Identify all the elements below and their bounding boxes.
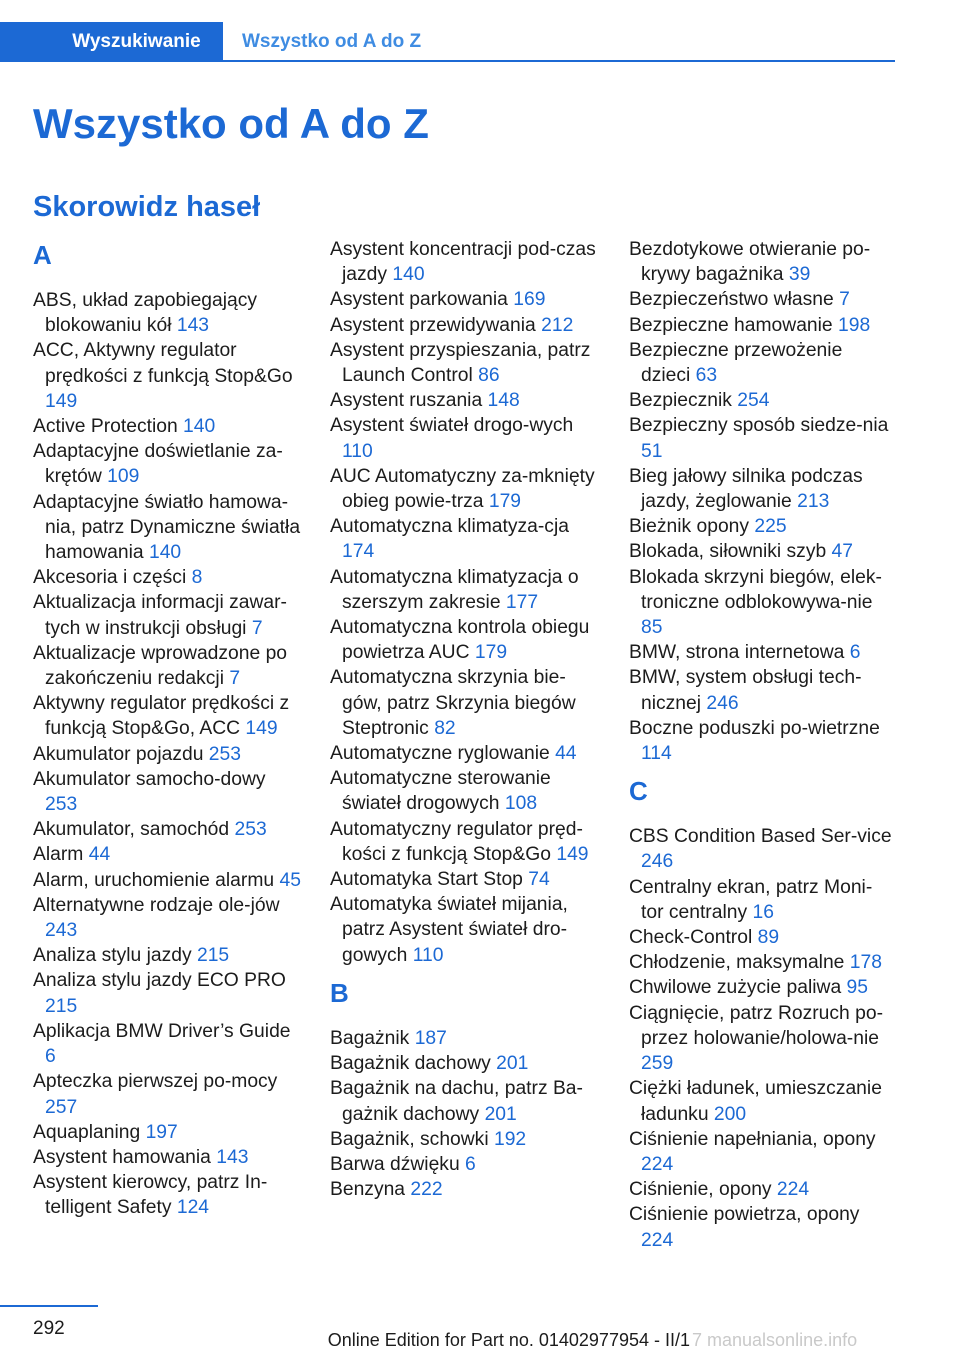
- index-page-link[interactable]: 149: [556, 843, 589, 865]
- index-entry: [330, 766, 598, 816]
- index-page-link[interactable]: 254: [737, 390, 770, 412]
- index-entry-text: Blokada, siłowniki szyb: [629, 541, 827, 563]
- index-entry: [330, 514, 598, 564]
- index-entry: [629, 514, 894, 539]
- index-page-link[interactable]: 149: [45, 390, 78, 412]
- index-entry-text: Automatyczna klimatyzacja o szerszym zakresie: [330, 566, 579, 613]
- index-entry-text: Benzyna: [330, 1179, 406, 1201]
- index-entry: [330, 1152, 598, 1177]
- index-entry: [330, 313, 598, 338]
- index-page-link[interactable]: 47: [831, 541, 853, 563]
- index-entry-text: Akumulator pojazdu: [33, 743, 204, 765]
- index-entry-text: Centralny ekran, patrz Moni‐tor centralny: [629, 876, 873, 923]
- index-page-link[interactable]: 253: [208, 743, 241, 765]
- index-entry-text: Ciśnienie powietrza, opony: [629, 1204, 860, 1226]
- index-entry: [629, 565, 894, 641]
- index-entry: [629, 313, 894, 338]
- page-title: Wszystko od A do Z: [33, 100, 429, 147]
- index-page-link[interactable]: 187: [414, 1027, 447, 1049]
- index-page-link[interactable]: 109: [107, 466, 140, 488]
- index-entry-text: Automatyczna klimatyza‐cja: [330, 516, 569, 538]
- index-entry: [330, 1177, 598, 1202]
- index-page-link[interactable]: 243: [45, 920, 78, 942]
- index-entry: [330, 817, 598, 867]
- index-entry: [33, 1069, 301, 1119]
- index-entry-text: Automatyczny regulator pręd‐kości z funkcją Stop&Go: [330, 818, 583, 865]
- index-entry: [629, 413, 894, 463]
- index-page-link[interactable]: 224: [776, 1179, 810, 1201]
- index-entry-text: Akumulator, samochód: [33, 819, 230, 841]
- index-page-link[interactable]: 108: [504, 793, 538, 815]
- index-entry-text: Asystent świateł drogo‐wych: [330, 415, 574, 437]
- index-page-link[interactable]: 192: [493, 1128, 527, 1150]
- index-page-link[interactable]: 7: [251, 617, 263, 639]
- index-page-link[interactable]: 114: [641, 743, 672, 765]
- index-entry: [330, 1026, 598, 1051]
- index-page-link[interactable]: 89: [757, 927, 780, 949]
- index-page-link[interactable]: 110: [412, 944, 444, 966]
- index-entry: [629, 1202, 894, 1252]
- index-letter-heading: A: [33, 240, 52, 270]
- index-page-link[interactable]: 174: [342, 541, 375, 563]
- header-divider: [223, 60, 895, 62]
- index-entry-text: Aktywny regulator prędkości z funkcją Stop&Go, ACC: [33, 693, 290, 740]
- index-page-link[interactable]: 85: [641, 617, 663, 639]
- index-entry: [629, 950, 894, 975]
- index-page-link[interactable]: 246: [706, 692, 739, 714]
- index-entry: [629, 338, 894, 388]
- index-entry: [330, 338, 598, 388]
- index-entry-text: Asystent przyspieszania, patrz Launch Control: [330, 339, 591, 387]
- index-page-link[interactable]: 222: [410, 1179, 443, 1201]
- index-page-link[interactable]: 8: [191, 567, 203, 589]
- index-page-link[interactable]: 178: [849, 952, 882, 974]
- index-entry: [330, 1127, 598, 1152]
- index-entry-text: BMW, strona internetowa: [629, 642, 845, 664]
- index-entry-text: Automatyczne ryglowanie: [330, 743, 550, 765]
- index-entry-text: Bieżnik opony: [629, 516, 750, 538]
- index-entry: [33, 742, 301, 767]
- index-entry-text: Automatyka świateł mijania, patrz Asystent świateł dro‐gowych: [330, 894, 568, 966]
- index-entry-text: Asystent ruszania: [330, 390, 483, 412]
- index-entry: [629, 388, 894, 413]
- index-entry: [33, 868, 301, 893]
- index-column-1: [33, 238, 301, 1221]
- index-page-link[interactable]: 224: [641, 1229, 674, 1251]
- index-entry-text: Automatyka Start Stop: [330, 869, 523, 891]
- index-entry-text: Adaptacyjne światło hamowa‐nia, patrz Dynamiczne światła hamowania: [33, 491, 301, 564]
- index-entry: [629, 464, 894, 514]
- index-entry-text: Check-Control: [629, 927, 753, 949]
- index-page-link[interactable]: 86: [478, 365, 500, 387]
- index-entry-text: Aktualizacja informacji zawar‐tych w instrukcji obsługi: [33, 592, 287, 639]
- index-entry-text: Adaptacyjne doświetlanie za‐krętów: [33, 441, 283, 488]
- index-page-link[interactable]: 225: [754, 516, 787, 538]
- index-entry-text: Bagażnik dachowy: [330, 1053, 491, 1075]
- index-page-link[interactable]: 44: [555, 743, 577, 765]
- index-entry: [629, 1076, 894, 1126]
- edition-note: Online Edition for Part no. 01402977954 - II/1: [327, 1330, 690, 1350]
- index-page-link[interactable]: 179: [488, 491, 522, 513]
- index-entry-text: Akumulator samocho‐dowy: [33, 768, 266, 790]
- index-entry-text: Aplikacja BMW Driver’s Guide: [33, 1020, 291, 1042]
- index-column-2: [330, 237, 598, 1202]
- index-page-link[interactable]: 257: [45, 1096, 78, 1118]
- index-entry: [629, 1177, 894, 1202]
- index-entry-text: Ciężki ładunek, umieszczanie ładunku: [629, 1078, 882, 1125]
- index-page-link[interactable]: 7: [839, 289, 850, 311]
- index-entry-text: Asystent parkowania: [330, 289, 508, 311]
- index-page-link[interactable]: 140: [148, 542, 182, 564]
- index-entry-text: Asystent przewidywania: [330, 314, 536, 336]
- index-entry-text: Blokada skrzyni biegów, elek‐troniczne odblokowywa‐nie: [629, 566, 882, 613]
- index-entry: [33, 439, 301, 489]
- index-letter-heading: B: [330, 977, 349, 1008]
- index-entry: [33, 565, 301, 590]
- index-entry-text: Bezpieczne przewożenie dzieci: [629, 339, 843, 387]
- index-entry-text: Active Protection: [33, 416, 178, 438]
- index-entry: [33, 691, 301, 741]
- index-page-link[interactable]: 95: [846, 977, 868, 999]
- index-entry: [629, 1127, 894, 1177]
- index-entry-text: ABS, układ zapobiegający blokowaniu kół: [33, 290, 258, 337]
- index-page-link[interactable]: 45: [279, 869, 301, 891]
- index-page-link[interactable]: 253: [234, 819, 267, 841]
- index-entry: [629, 824, 894, 874]
- index-page-link[interactable]: 124: [176, 1197, 210, 1219]
- index-page-link[interactable]: 148: [487, 390, 520, 412]
- index-entry-text: ACC, Aktywny regulator prędkości z funkcją Stop&Go: [33, 340, 293, 387]
- index-entry: [629, 1001, 894, 1077]
- index-entry: [33, 943, 301, 968]
- index-page-link[interactable]: 201: [496, 1053, 529, 1075]
- tab-search[interactable]: Wyszukiwanie: [0, 22, 223, 62]
- index-entry-text: Aquaplaning: [33, 1121, 141, 1143]
- index-entry-text: Apteczka pierwszej po‐mocy: [33, 1071, 278, 1093]
- index-entry-text: Alarm: [33, 844, 84, 866]
- index-page-link[interactable]: 212: [541, 314, 574, 336]
- index-entry-text: Asystent kierowcy, patrz In‐telligent Safety: [33, 1172, 268, 1219]
- index-page-link[interactable]: 201: [484, 1103, 517, 1125]
- header-tabbar: [0, 22, 895, 62]
- page-number: 292: [33, 1318, 65, 1339]
- index-page-link[interactable]: 44: [88, 844, 111, 866]
- index-page-link[interactable]: 39: [788, 264, 811, 286]
- index-entry-text: Bezpiecznik: [629, 390, 732, 412]
- index-entry-text: AUC Automatyczny za‐mknięty obieg powie‐trza: [330, 465, 595, 513]
- index-entry: [33, 490, 301, 566]
- tab-a-to-z[interactable]: Wszystko od A do Z: [242, 31, 422, 52]
- index-page-link[interactable]: 63: [695, 365, 718, 387]
- index-page-link[interactable]: 82: [434, 717, 456, 739]
- index-page-link[interactable]: 6: [849, 642, 861, 664]
- index-page-link[interactable]: 140: [183, 416, 216, 438]
- index-entry-text: Bagażnik: [330, 1027, 410, 1049]
- index-page-link[interactable]: 259: [641, 1053, 674, 1075]
- index-entry-text: Bieg jałowy silnika podczas jazdy, żeglowanie: [629, 465, 863, 513]
- index-entry-text: Bagażnik na dachu, patrz Ba‐gażnik dachowy: [330, 1078, 583, 1125]
- index-column-3: [629, 237, 894, 1253]
- index-entry: [330, 741, 598, 766]
- index-entry: [330, 565, 598, 615]
- index-entry: [629, 237, 894, 287]
- index-page-link[interactable]: 197: [145, 1121, 178, 1143]
- index-entry: [330, 615, 598, 665]
- index-entry-text: Alarm, uruchomienie alarmu: [33, 869, 275, 891]
- index-entry-text: Ciągnięcie, patrz Rozruch po‐przez holowanie/holowa‐nie: [629, 1002, 883, 1049]
- index-entry-text: Aktualizacje wprowadzone po zakończeniu redakcji: [33, 642, 288, 690]
- index-page-link[interactable]: 169: [513, 289, 546, 311]
- index-page-link[interactable]: 6: [465, 1153, 476, 1175]
- index-page-link[interactable]: 6: [45, 1046, 56, 1068]
- index-page-link[interactable]: 177: [505, 591, 539, 613]
- index-page-link[interactable]: 143: [176, 315, 210, 337]
- index-page-link[interactable]: 51: [641, 440, 663, 462]
- index-page-link[interactable]: 74: [528, 869, 550, 891]
- index-entry-text: Automatyczna kontrola obiegu powietrza AUC: [330, 617, 590, 664]
- index-entry-text: Bezpieczny sposób siedze‐nia: [629, 415, 889, 437]
- index-page-link[interactable]: 143: [216, 1146, 249, 1168]
- index-entry-text: Barwa dźwięku: [330, 1153, 460, 1175]
- section-title: Skorowidz haseł: [33, 191, 261, 223]
- index-entry-text: Analiza stylu jazdy: [33, 945, 192, 967]
- index-entry-text: Analiza stylu jazdy ECO PRO: [33, 970, 286, 992]
- index-entry-text: Chłodzenie, maksymalne: [629, 952, 845, 974]
- index-entry: [33, 590, 301, 640]
- index-entry: [629, 287, 894, 312]
- index-entry: [629, 665, 894, 715]
- index-page-link[interactable]: 16: [752, 901, 774, 923]
- index-entry: [33, 1145, 301, 1170]
- index-entry: [33, 968, 301, 1018]
- index-entry-text: BMW, system obsługi tech‐nicznej: [629, 667, 862, 714]
- footer-divider: [0, 1305, 98, 1307]
- index-entry-text: Ciśnienie napełniania, opony: [629, 1128, 876, 1150]
- index-entry: [629, 925, 894, 950]
- index-entry: [330, 892, 598, 968]
- index-page-link[interactable]: 213: [797, 491, 830, 513]
- index-entry: [33, 338, 301, 414]
- index-page-link[interactable]: 149: [245, 718, 278, 740]
- index-entry-text: Ciśnienie, opony: [629, 1179, 772, 1201]
- index-page-link[interactable]: 253: [45, 794, 78, 816]
- index-entry: [330, 1051, 598, 1076]
- index-page-link[interactable]: 179: [474, 642, 508, 664]
- index-entry: [33, 1120, 301, 1145]
- index-page-link[interactable]: 198: [838, 314, 871, 336]
- index-entry-text: CBS Condition Based Ser‐vice: [629, 826, 892, 848]
- index-entry: [33, 1170, 301, 1220]
- index-page-link[interactable]: 246: [641, 851, 674, 873]
- index-entry-text: Asystent hamowania: [33, 1146, 211, 1168]
- index-entry-text: Alternatywne rodzaje ole‐jów: [33, 894, 280, 916]
- watermark: 7 manualsonline.info: [692, 1330, 858, 1350]
- index-entry: [330, 867, 598, 892]
- index-entry: [629, 875, 894, 925]
- index-entry-text: Akcesoria i części: [33, 567, 187, 589]
- index-entry: [33, 1019, 301, 1069]
- index-entry: [33, 288, 301, 338]
- index-entry: [330, 1076, 598, 1126]
- index-entry: [629, 716, 894, 766]
- index-entry-text: Bagażnik, schowki: [330, 1128, 489, 1150]
- index-entry: [330, 388, 598, 413]
- index-entry-text: Bezpieczeństwo własne: [629, 289, 834, 311]
- index-page-link[interactable]: 215: [45, 995, 78, 1017]
- index-entry: [629, 539, 894, 564]
- index-entry: [33, 817, 301, 842]
- index-page-link[interactable]: 140: [392, 264, 425, 286]
- index-entry: [33, 893, 301, 943]
- index-entry-text: Bezdotykowe otwieranie po‐krywy bagażnika: [629, 239, 871, 286]
- index-entry-text: Boczne poduszki po‐wietrzne: [629, 717, 880, 739]
- index-page-link[interactable]: 224: [641, 1153, 674, 1175]
- index-entry: [33, 641, 301, 691]
- index-page-link[interactable]: 7: [229, 668, 241, 690]
- index-page-link[interactable]: 110: [342, 440, 373, 462]
- index-entry: [330, 464, 598, 514]
- index-entry: [330, 237, 598, 287]
- index-entry: [629, 975, 894, 1000]
- index-page-link[interactable]: 215: [196, 945, 230, 967]
- index-entry: [33, 414, 301, 439]
- index-page-link[interactable]: 200: [713, 1103, 747, 1125]
- index-entry: [330, 287, 598, 312]
- index-entry-text: Chwilowe zużycie paliwa: [629, 977, 842, 999]
- index-entry: [629, 640, 894, 665]
- index-entry: [33, 842, 301, 867]
- index-letter-heading: C: [629, 776, 648, 807]
- index-entry: [330, 413, 598, 463]
- index-entry-text: Asystent koncentracji pod‐czas jazdy: [330, 239, 596, 286]
- index-entry: [330, 665, 598, 741]
- index-entry-text: Automatyczne sterowanie świateł drogowych: [330, 768, 551, 815]
- index-entry-text: Automatyczna skrzynia bie‐gów, patrz Skrzynia biegów Steptronic: [330, 667, 576, 739]
- index-entry-text: Bezpieczne hamowanie: [629, 314, 833, 336]
- index-entry: [33, 767, 301, 817]
